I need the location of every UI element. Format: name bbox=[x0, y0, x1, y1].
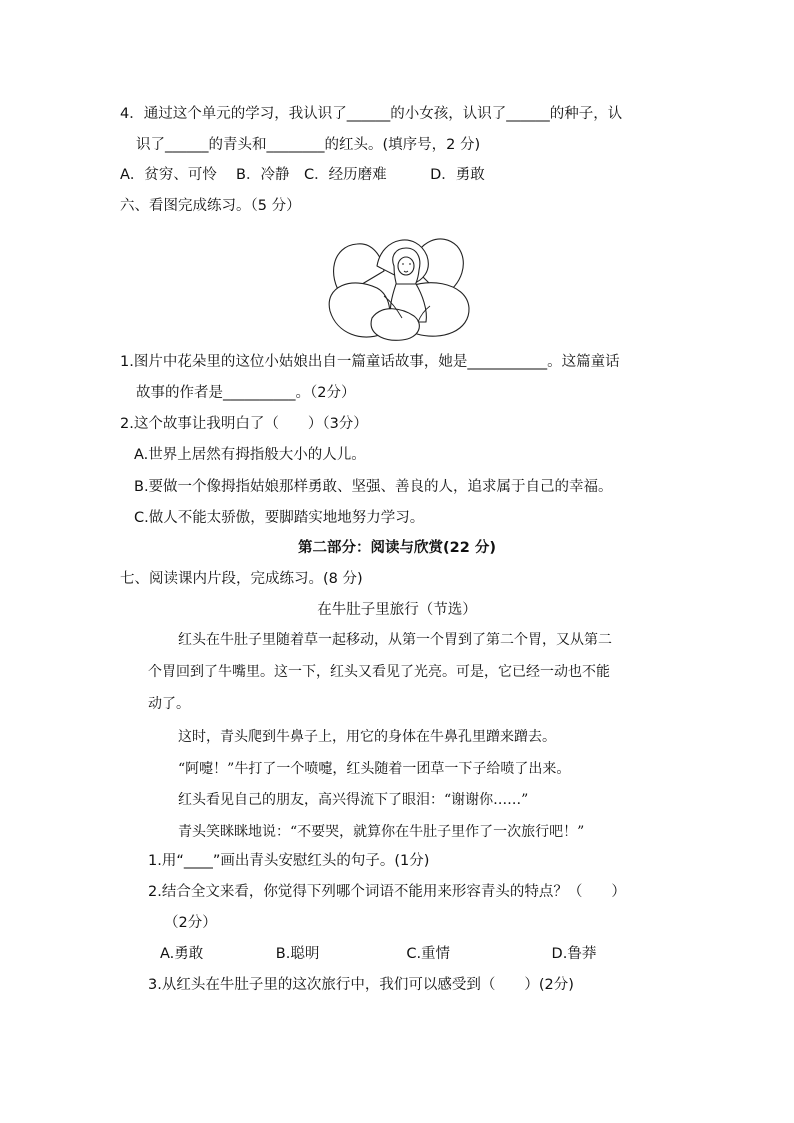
passage-p4: 红头看见自己的朋友，高兴得流下了眼泪：“谢谢你……” bbox=[178, 792, 529, 808]
section7-q2-options: A.勇敢 B.聪明 C.重情 D.鲁莽 bbox=[160, 946, 597, 962]
section7-q2-line1: 2.结合全文来看，你觉得下列哪个词语不能用来形容青头的特点？（ ） bbox=[148, 884, 626, 900]
section7-heading: 七、阅读课内片段，完成练习。(8 分) bbox=[120, 571, 363, 587]
passage-p2: 这时，青头爬到牛鼻子上，用它的身体在牛鼻孔里蹭来蹭去。 bbox=[178, 729, 556, 745]
passage-p3: “阿嚏！”牛打了一个喷嚏，红头随着一团草一下子给喷了出来。 bbox=[178, 761, 571, 777]
section6-q2-option-b: B.要做一个像拇指姑娘那样勇敢、坚强、善良的人，追求属于自己的幸福。 bbox=[134, 479, 613, 495]
section6-q2-option-a: A.世界上居然有拇指般大小的人儿。 bbox=[134, 447, 366, 463]
section6-heading: 六、看图完成练习。（5 分） bbox=[120, 198, 301, 214]
passage-p1-line3: 动了。 bbox=[148, 696, 190, 712]
thumbelina-flower-illustration bbox=[322, 226, 472, 344]
section7-q3: 3.从红头在牛肚子里的这次旅行中，我们可以感受到（ ）(2分) bbox=[148, 977, 574, 993]
part2-heading: 第二部分：阅读与欣赏(22 分) bbox=[298, 540, 496, 556]
section6-q1-line2: 故事的作者是__________。（2分） bbox=[136, 385, 356, 401]
section6-q2-option-c: C.做人不能太骄傲，要脚踏实地地努力学习。 bbox=[134, 510, 425, 526]
section7-q2-line2: （2分） bbox=[164, 915, 217, 931]
q4-line2: 识了______的青头和________的红头。(填序号，2 分) bbox=[136, 137, 481, 153]
passage-p1-line1: 红头在牛肚子里随着草一起移动，从第一个胃到了第二个胃，又从第二 bbox=[178, 632, 612, 648]
q4-line1: 4．通过这个单元的学习，我认识了______的小女孩，认识了______的种子，认 bbox=[120, 106, 623, 122]
section7-q1: 1.用“____”画出青头安慰红头的句子。(1分) bbox=[148, 853, 430, 869]
passage-p5: 青头笑眯眯地说：“不要哭，就算你在牛肚子里作了一次旅行吧！” bbox=[178, 824, 585, 840]
section6-q2: 2.这个故事让我明白了（ ）（3分） bbox=[120, 416, 368, 432]
q4-options: A．贫穷、可怜 B．冷静 C．经历磨难 D．勇敢 bbox=[120, 167, 485, 183]
passage-p1-line2: 个胃回到了牛嘴里。这一下，红头又看见了光亮。可是，它已经一动也不能 bbox=[148, 664, 610, 680]
section6-q1-line1: 1.图片中花朵里的这位小姑娘出自一篇童话故事，她是___________。这篇童话 bbox=[120, 354, 620, 370]
passage-title: 在牛肚子里旅行（节选） bbox=[317, 602, 477, 618]
